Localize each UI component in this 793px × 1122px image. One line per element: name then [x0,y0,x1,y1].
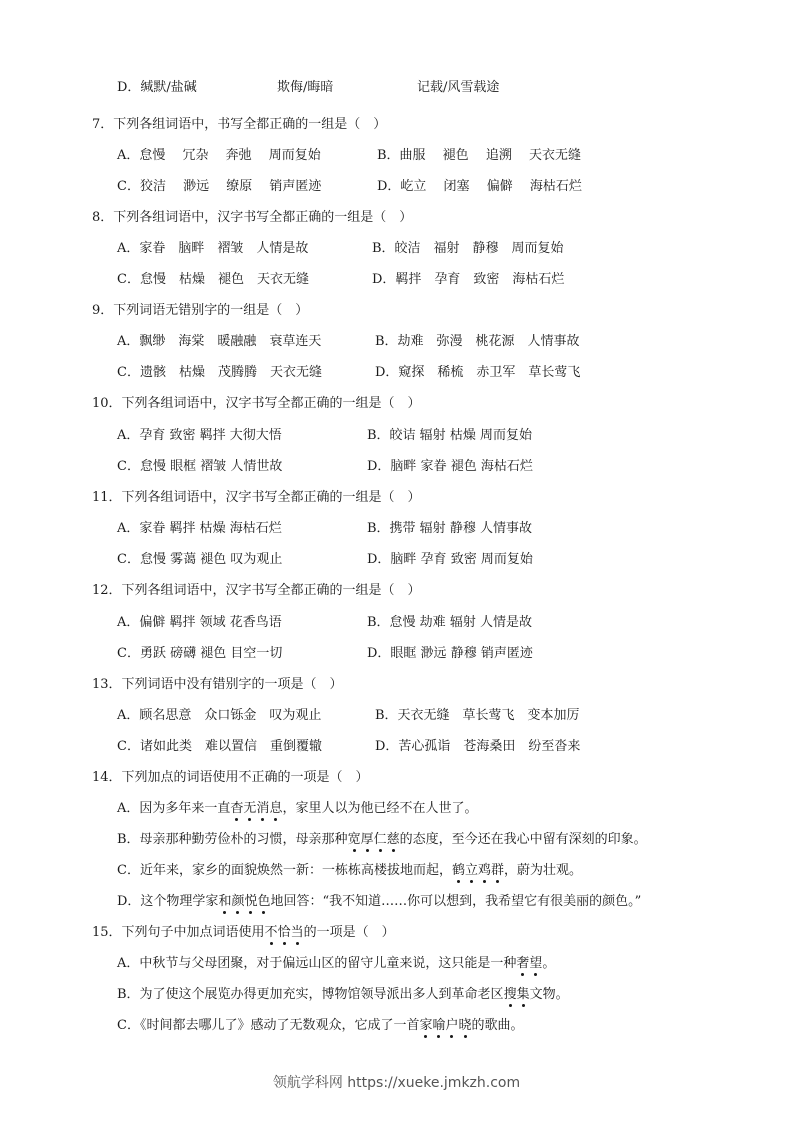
question-title: 11．下列各组词语中，汉字书写全都正确的一组是（ ） [92,490,421,505]
emphasized-word: 杳无消息 [230,801,283,816]
question-15-title: 15．下列句子中加点词语使用不恰当的一项是（ ） [92,925,395,940]
option-choice: D．羁拌 孕育 致密 海枯石烂 [372,272,565,287]
question-title: 10．下列各组词语中，汉字书写全都正确的一组是（ ） [92,396,421,411]
option-choice: B．怠慢 劫难 辐射 人情是故 [367,615,532,630]
emphasized-word: 和 [218,894,232,909]
option-choice: C．怠慢 雾蔼 褪色 叹为观止 [117,552,283,567]
q14-option-a: A．因为多年来一直杳无消息，家里人以为他已经不在人世了。 [117,801,478,816]
option-choice: D．苦心孤诣 苍海桑田 纷至沓来 [375,739,581,754]
option-choice: B．劫难 弥漫 桃花源 人情事故 [375,334,580,349]
option-choice: A．家眷 羁拌 枯燥 海枯石烂 [117,521,282,536]
option-choice: A．怠慢 冗杂 奔弛 周而复始 [117,148,321,163]
question-title: 12．下列各组词语中，汉字书写全都正确的一组是（ ） [92,583,421,598]
option-choice: B．皎洁 福射 静穆 周而复始 [372,241,564,256]
emphasized-word: 家喻户晓 [419,1018,472,1033]
q14-option-d: D．这个物理学家和颜悦色地回答：“我不知道……你可以想到，我希望它有很美丽的颜色。” [117,894,642,909]
q15-option-b: B．为了使这个展览办得更加充实，博物馆领导派出多人到革命老区搜集文物。 [117,987,569,1002]
option-choice: 欺侮/晦暗 [277,80,334,95]
emphasized-word: 奢望 [516,956,543,971]
option-choice: 记载/风雪载途 [417,80,500,95]
option-choice: A．飘缈 海棠 暖融融 衰草连天 [117,334,322,349]
option-choice: C．怠慢 枯燥 褪色 天衣无缝 [117,272,309,287]
emphasized-word: 鹤立鸡群 [451,863,505,878]
option-choice: A．家眷 脑畔 褶皱 人情是故 [117,241,309,256]
emphasized-word: 颜悦色 [231,894,271,909]
q14-option-c: C．近年来，家乡的面貌焕然一新：一栋栋高楼拔地而起，鹤立鸡群，蔚为壮观。 [117,863,583,878]
question-title: 9．下列词语无错别字的一组是（ ） [92,303,309,318]
option-choice: A．顾名思意 众口铄金 叹为观止 [117,708,322,723]
option-choice: D．屹立 闭塞 偏僻 海枯石烂 [377,179,582,194]
option-choice: B．皎诘 辐射 枯燥 周而复始 [367,428,532,443]
option-choice: C．怠慢 眼框 褶皱 人情世故 [117,459,283,474]
option-choice: B．携带 辐射 静穆 人情事故 [367,521,532,536]
option-choice: B．天衣无缝 草长莺飞 变本加厉 [375,708,580,723]
option-choice: A．孕育 致密 羁拌 大彻大悟 [117,428,282,443]
option-choice: B．曲服 褪色 追溯 天衣无缝 [377,148,581,163]
option-choice: C．狡洁 渺远 缭原 销声匿迹 [117,179,322,194]
option-choice: C．勇跃 磅礴 褪色 目空一切 [117,646,283,661]
option-choice: C．诸如此类 难以置信 重倒覆辙 [117,739,322,754]
q14-option-b: B．母亲那种勤劳俭朴的习惯，母亲那种宽厚仁慈的态度，至今还在我心中留有深刻的印象。 [117,832,647,847]
option-choice: D．脑畔 孕育 致密 周而复始 [367,552,533,567]
emphasized-word: 搜集 [503,987,530,1002]
emphasized-word: 宽厚仁慈 [347,832,400,847]
option-choice: D．窥探 稀梳 赤卫军 草长莺飞 [375,365,581,380]
q15-option-c: C．《时间都去哪儿了》感动了无数观众，它成了一首家喻户晓的歌曲。 [117,1018,524,1033]
emphasized-word: 不恰当 [264,925,304,940]
option-choice: D．缄默/盐碱 [117,80,197,95]
question-title: 7．下列各组词语中，书写全都正确的一组是（ ） [92,117,387,132]
question-title: 8．下列各组词语中，汉字书写全都正确的一组是（ ） [92,210,413,225]
option-choice: D．眼眶 渺远 静穆 销声匿迹 [367,646,533,661]
q15-option-a: A．中秋节与父母团聚，对于偏远山区的留守儿童来说，这只能是一种奢望。 [117,956,556,971]
option-choice: A．偏僻 羁拌 领域 花香鸟语 [117,615,282,630]
question-title: 13．下列词语中没有错别字的一项是（ ） [92,677,343,692]
option-choice: C．遗骸 枯燥 茂腾腾 天衣无缝 [117,365,322,380]
option-choice: D．脑畔 家眷 褪色 海枯石烂 [367,459,533,474]
footer-watermark: 领航学科网 https://xueke.jmkzh.com [272,1075,521,1091]
question-14-title: 14．下列加点的词语使用不正确的一项是（ ） [92,770,369,785]
